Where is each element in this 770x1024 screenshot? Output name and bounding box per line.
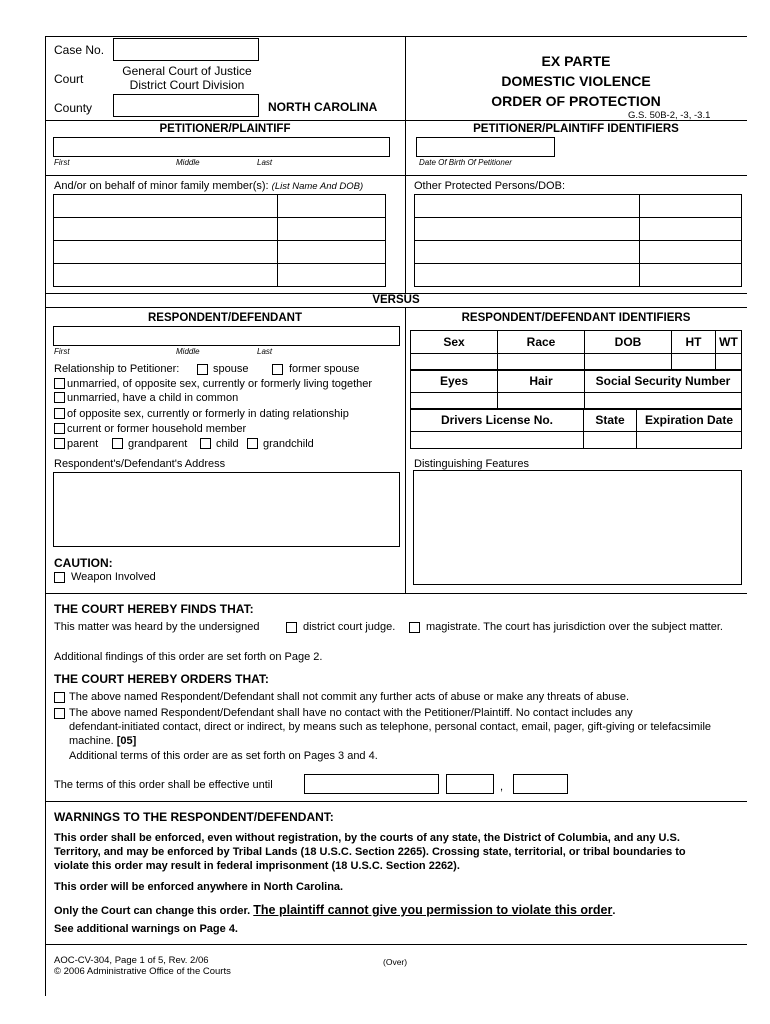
grandchild-checkbox[interactable] (247, 438, 258, 449)
title-line-1: EX PARTE (541, 53, 611, 69)
parent-checkbox[interactable] (54, 438, 65, 449)
other-protected-table[interactable] (414, 194, 742, 287)
table-row (411, 432, 742, 449)
respondent-first-caption: First (54, 347, 70, 356)
no-abuse-text: The above named Respondent/Defendant shall not commit any further acts of abuse or make any threats of abuse. (69, 691, 630, 703)
warnings-plaintiff-permission: The plaintiff cannot give you permission to violate this order (253, 903, 613, 917)
table-row (415, 195, 742, 218)
protected-name-cell[interactable] (415, 264, 640, 287)
dob-header: DOB (585, 331, 672, 354)
table-row (54, 241, 386, 264)
magistrate-label: magistrate. The court has jurisdiction over the subject matter. (426, 621, 723, 633)
warnings-enforcement (54, 831, 686, 873)
minor-dob-cell[interactable] (278, 195, 386, 218)
no-contact-line-3-text: machine. (69, 735, 114, 747)
protected-dob-cell[interactable] (640, 241, 742, 264)
hair-cell[interactable] (498, 393, 585, 410)
other-protected-label: Other Protected Persons/DOB: (414, 180, 566, 192)
minor-dob-cell[interactable] (278, 264, 386, 287)
title-line-2: DOMESTIC VIOLENCE (501, 73, 651, 89)
household-label: current or former household member (67, 423, 247, 435)
grandchild-label: grandchild (263, 438, 314, 450)
no-contact-checkbox[interactable] (54, 708, 65, 719)
respondent-address-label: Respondent's/Defendant's Address (54, 458, 226, 470)
table-row (411, 370, 742, 393)
page-top-border (45, 36, 747, 37)
petitioner-dob-field[interactable] (416, 137, 555, 157)
minors-hint: (List Name And DOB) (271, 181, 364, 192)
respondent-last-caption: Last (257, 347, 273, 356)
sex-cell[interactable] (411, 354, 498, 371)
unmarried-child-checkbox[interactable] (54, 392, 65, 403)
effective-until-label: The terms of this order shall be effective until (54, 779, 273, 791)
table-row (54, 195, 386, 218)
case-no-label: Case No. (54, 43, 105, 57)
respondent-address-field[interactable] (53, 472, 400, 547)
warnings-period: . (612, 905, 616, 917)
findings-heading: THE COURT HEREBY FINDS THAT: (54, 602, 254, 616)
minors-table[interactable] (53, 194, 386, 287)
page-left-border (45, 36, 46, 996)
state-header: State (584, 409, 637, 432)
license-header: Drivers License No. (411, 409, 584, 432)
protected-name-cell[interactable] (415, 218, 640, 241)
magistrate-checkbox[interactable] (409, 622, 420, 633)
sex-header: Sex (411, 331, 498, 354)
unmarried-living-label: unmarried, of opposite sex, currently or formerly living together (67, 378, 373, 390)
warnings-court-change-text: Only the Court can change this order. (54, 905, 251, 917)
versus-bottom-rule (45, 307, 747, 308)
effective-ampm-field[interactable] (513, 774, 568, 794)
court-name (110, 64, 264, 92)
no-contact-code: [05] (116, 735, 137, 747)
respondent-name-field[interactable] (53, 326, 400, 346)
court-line-2: District Court Division (129, 78, 245, 92)
county-field[interactable] (113, 94, 259, 117)
state-name: NORTH CAROLINA (268, 100, 378, 114)
wt-header: WT (716, 331, 742, 354)
respondent-divider (405, 307, 406, 593)
protected-dob-cell[interactable] (640, 264, 742, 287)
unmarried-living-checkbox[interactable] (54, 378, 65, 389)
case-no-field[interactable] (113, 38, 259, 61)
no-contact-line-2: defendant-initiated contact, direct or indirect, by means such as telephone, personal contact, email, pager, gift-giving or telefacsimile (69, 721, 712, 733)
ssn-header: Social Security Number (585, 370, 742, 393)
minor-name-cell[interactable] (54, 264, 278, 287)
copyright: © 2006 Administrative Office of the Courts (54, 966, 231, 977)
district-judge-label: district court judge. (303, 621, 396, 633)
table-row (415, 264, 742, 287)
minor-dob-cell[interactable] (278, 218, 386, 241)
warnings-top-rule (45, 801, 747, 802)
minor-dob-cell[interactable] (278, 241, 386, 264)
petitioner-heading: PETITIONER/PLAINTIFF (159, 123, 291, 135)
household-checkbox[interactable] (54, 423, 65, 434)
protected-name-cell[interactable] (415, 241, 640, 264)
table-row (54, 218, 386, 241)
minors-label-text: And/or on behalf of minor family member(s): (54, 180, 269, 192)
caution-label: CAUTION: (54, 556, 113, 570)
expiration-cell[interactable] (637, 432, 742, 449)
wt-cell[interactable] (716, 354, 742, 371)
ht-cell[interactable] (672, 354, 716, 371)
weapon-label: Weapon Involved (71, 571, 156, 583)
respondent-identifiers-heading: RESPONDENT/DEFENDANT IDENTIFIERS (461, 312, 691, 324)
respondent-identifiers-table-3[interactable] (410, 408, 742, 449)
distinguishing-features-field[interactable] (413, 470, 742, 585)
hair-header: Hair (498, 370, 585, 393)
footer-top-rule (45, 944, 747, 945)
unmarried-child-label: unmarried, have a child in common (67, 392, 239, 404)
spouse-checkbox[interactable] (197, 364, 208, 375)
petitioner-first-caption: First (54, 158, 70, 167)
warnings-line-2: Territory, and may be enforced by Tribal Lands (18 U.S.C. Section 2265). Crossing state, territorial, or tribal boundaries to (54, 846, 686, 858)
respondent-middle-caption: Middle (176, 347, 200, 356)
ht-header: HT (672, 331, 716, 354)
table-row (415, 218, 742, 241)
eyes-cell[interactable] (411, 393, 498, 410)
warnings-line-1: This order shall be enforced, even without registration, by the courts of any state, the District of Columbia, and any U.S. (54, 832, 680, 844)
respondent-heading: RESPONDENT/DEFENDANT (148, 312, 302, 324)
warnings-heading: WARNINGS TO THE RESPONDENT/DEFENDANT: (54, 810, 334, 824)
dob-cell[interactable] (585, 354, 672, 371)
grandparent-checkbox[interactable] (112, 438, 123, 449)
weapon-checkbox[interactable] (54, 572, 65, 583)
orders-heading: THE COURT HEREBY ORDERS THAT: (54, 672, 269, 686)
race-cell[interactable] (498, 354, 585, 371)
no-abuse-checkbox[interactable] (54, 692, 65, 703)
protected-dob-cell[interactable] (640, 195, 742, 218)
petitioner-middle-caption: Middle (176, 158, 200, 167)
minors-label (54, 180, 363, 193)
ssn-cell[interactable] (585, 393, 742, 410)
table-row (411, 331, 742, 354)
table-row (411, 354, 742, 371)
court-label: Court (54, 72, 84, 86)
warnings-court-change (54, 903, 615, 917)
warnings-nc: This order will be enforced anywhere in North Carolina. (54, 881, 344, 893)
distinguishing-features-label: Distinguishing Features (414, 458, 529, 470)
relationship-label: Relationship to Petitioner: (54, 363, 180, 375)
respondent-identifiers-table-1[interactable] (410, 330, 742, 371)
statute-reference: G.S. 50B-2, -3, -3.1 (628, 110, 711, 121)
warnings-line-3: violate this order may result in federal imprisonment (18 U.S.C. Section 2262). (54, 860, 460, 872)
effective-date-field[interactable] (304, 774, 439, 794)
no-contact-line-3 (69, 735, 136, 748)
petitioner-name-field[interactable] (53, 137, 390, 157)
warnings-see-page: See additional warnings on Page 4. (54, 923, 238, 935)
form-title (405, 51, 747, 111)
title-line-3: ORDER OF PROTECTION (491, 93, 661, 109)
table-row (411, 409, 742, 432)
parent-label: parent (67, 438, 99, 450)
license-cell[interactable] (411, 432, 584, 449)
additional-terms-text: Additional terms of this order are as set forth on Pages 3 and 4. (69, 750, 378, 762)
over-indicator: (Over) (383, 957, 408, 967)
effective-comma: , (500, 781, 504, 793)
child-label: child (216, 438, 239, 450)
protected-name-cell[interactable] (415, 195, 640, 218)
heard-by-text: This matter was heard by the undersigned (54, 621, 260, 633)
court-line-1: General Court of Justice (122, 64, 252, 78)
petitioner-dob-caption: Date Of Birth Of Petitioner (419, 158, 512, 167)
former-spouse-label: former spouse (289, 363, 360, 375)
county-label: County (54, 101, 93, 115)
petitioner-identifiers-heading: PETITIONER/PLAINTIFF IDENTIFIERS (473, 123, 679, 135)
dating-label: of opposite sex, currently or formerly in dating relationship (67, 408, 349, 420)
no-contact-line-1: The above named Respondent/Defendant shall have no contact with the Petitioner/Plaintiff. No contact includes any (69, 707, 633, 719)
eyes-header: Eyes (411, 370, 498, 393)
table-row (411, 393, 742, 410)
versus-heading: VERSUS (372, 294, 420, 306)
table-row (415, 241, 742, 264)
form-id: AOC-CV-304, Page 1 of 5, Rev. 2/06 (54, 955, 209, 966)
findings-top-rule (45, 593, 747, 594)
grandparent-label: grandparent (128, 438, 188, 450)
effective-time-field[interactable] (446, 774, 494, 794)
minors-top-rule (45, 175, 747, 176)
respondent-identifiers-table-2[interactable] (410, 369, 742, 410)
minor-name-cell[interactable] (54, 218, 278, 241)
dating-checkbox[interactable] (54, 408, 65, 419)
expiration-header: Expiration Date (637, 409, 742, 432)
district-judge-checkbox[interactable] (286, 622, 297, 633)
child-checkbox[interactable] (200, 438, 211, 449)
petitioner-last-caption: Last (257, 158, 273, 167)
minor-name-cell[interactable] (54, 195, 278, 218)
table-row (54, 264, 386, 287)
additional-findings-text: Additional findings of this order are set forth on Page 2. (54, 651, 323, 663)
race-header: Race (498, 331, 585, 354)
protected-dob-cell[interactable] (640, 218, 742, 241)
state-cell[interactable] (584, 432, 637, 449)
minor-name-cell[interactable] (54, 241, 278, 264)
spouse-label: spouse (213, 363, 249, 375)
former-spouse-checkbox[interactable] (272, 364, 283, 375)
